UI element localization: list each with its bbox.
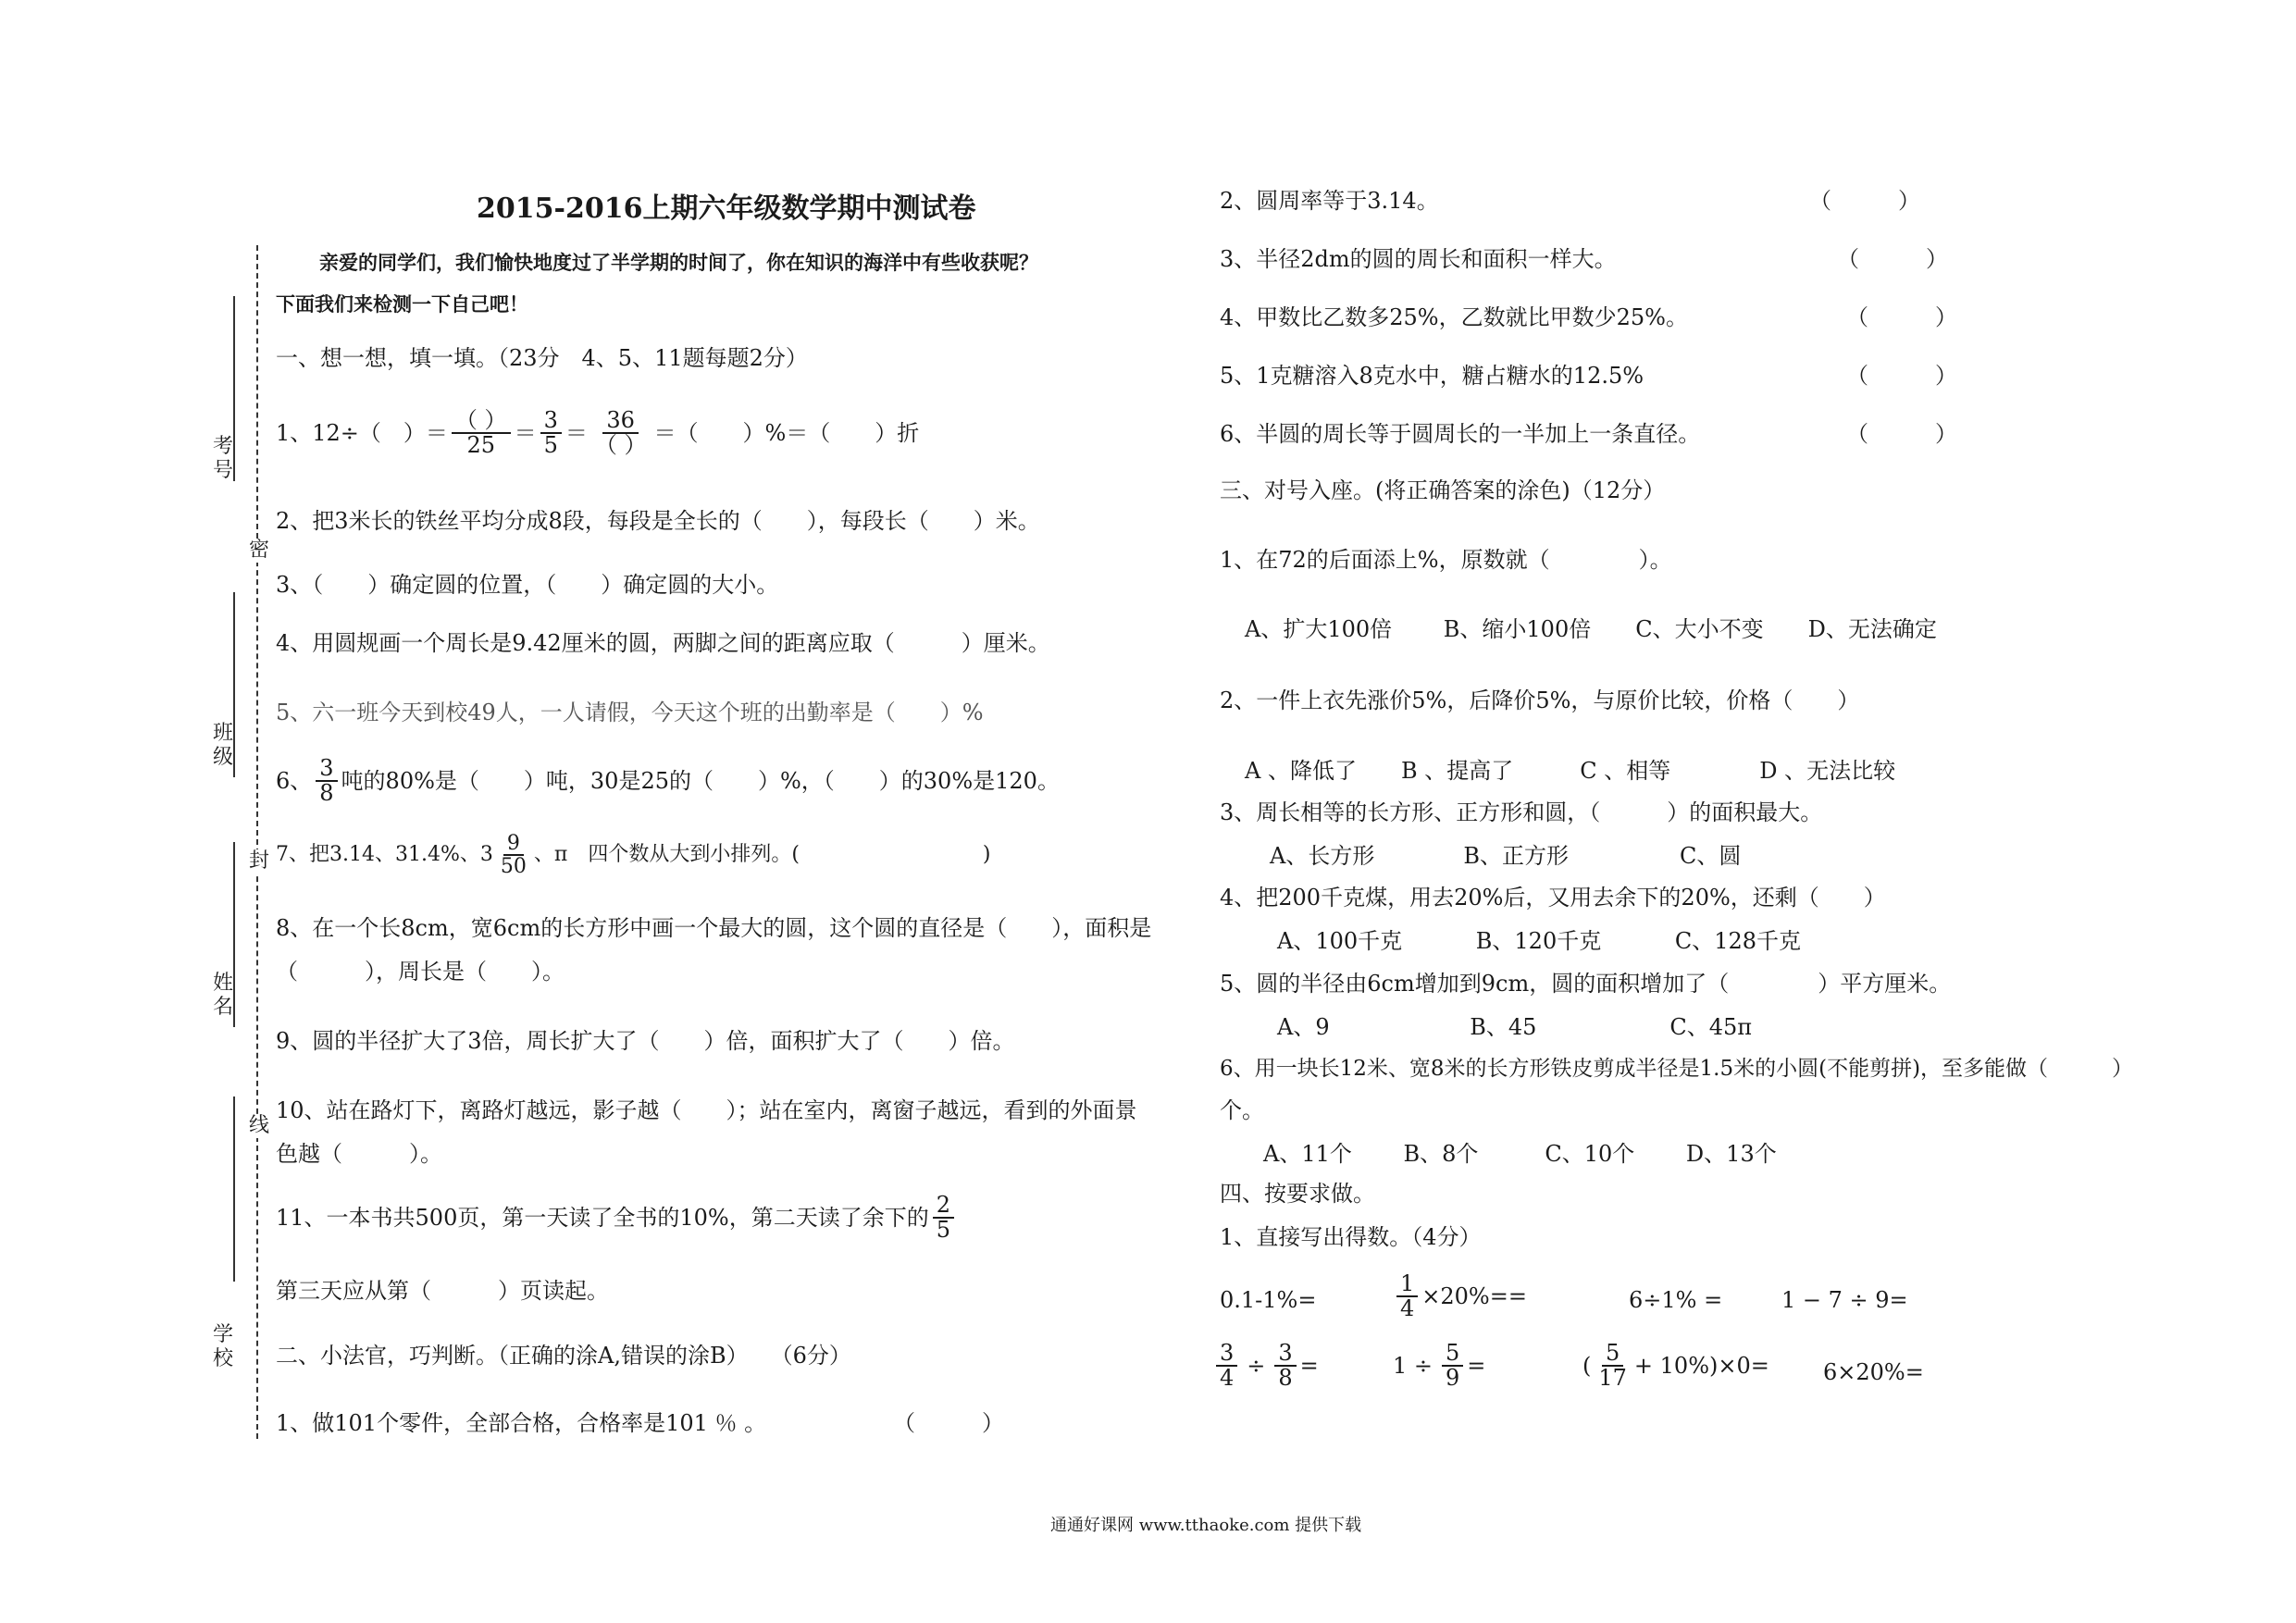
s4-r2-a-mid: ÷ bbox=[1247, 1353, 1266, 1380]
section1-header: 一、想一想，填一填。（23分 4、5、11题每题2分） bbox=[276, 345, 808, 371]
s1-q6-suffix: 吨的80%是（ ）吨，30是25的（ ）%，（ ）的30%是120。 bbox=[341, 768, 1060, 795]
s4-r2-c bbox=[1582, 1342, 1769, 1390]
s3-q2-options: A 、降低了 B 、提高了 C 、相等 D 、无法比较 bbox=[1245, 758, 1896, 784]
s1-q1-eq1: ＝ bbox=[514, 420, 537, 447]
s4-sub1: 1、直接写出得数。（4分） bbox=[1220, 1224, 1482, 1250]
s4-r2-c-fraction bbox=[1595, 1342, 1631, 1390]
s1-q7 bbox=[276, 833, 991, 877]
s4-r2-c-den: 17 bbox=[1598, 1365, 1627, 1392]
s4-r1-b-suffix: ×20%== bbox=[1421, 1283, 1527, 1310]
s1-q1-f2-den: 5 bbox=[543, 432, 558, 459]
binding-line-4 bbox=[233, 1096, 235, 1282]
s1-q7-num: 9 bbox=[503, 833, 524, 856]
s4-r1-b-den: 4 bbox=[1400, 1295, 1415, 1322]
s3-q6-line2: 个。 bbox=[1220, 1097, 1264, 1123]
s3-q5: 5、圆的半径由6cm增加到9cm，圆的面积增加了（ ）平方厘米。 bbox=[1220, 971, 1952, 997]
s1-q1-f2-num: 3 bbox=[540, 409, 562, 434]
s4-r2-c-num: 5 bbox=[1602, 1342, 1623, 1367]
s2-item-4-paren: （ ） bbox=[1846, 304, 1957, 330]
s1-q1-suffix: ＝（ ）%＝（ ）折 bbox=[653, 420, 920, 447]
s1-q6-num: 3 bbox=[316, 757, 337, 782]
s1-q1-fraction-3 bbox=[591, 409, 651, 457]
s1-q6-den: 8 bbox=[319, 780, 334, 807]
s3-q1-options: A、扩大100倍 B、缩小100倍 C、大小不变 D、无法确定 bbox=[1245, 616, 1937, 642]
s4-r2-b-fraction bbox=[1442, 1342, 1463, 1390]
s4-r2-a-eq: = bbox=[1299, 1353, 1319, 1380]
s3-q6-line1: 6、用一块长12米、宽8米的长方形铁皮剪成半径是1.5米的小圆(不能剪拼)，至多能做（ ） bbox=[1220, 1057, 2134, 1081]
s3-q4-options: A、100千克 B、120千克 C、128千克 bbox=[1277, 928, 1802, 954]
s4-r2-b-eq: = bbox=[1467, 1353, 1486, 1380]
s4-r1-c: 6÷1% = bbox=[1629, 1287, 1723, 1313]
seal-xian: 线 bbox=[245, 1114, 273, 1138]
s1-q7-den: 50 bbox=[500, 855, 527, 879]
s1-q1-f3-num: 36 bbox=[602, 409, 639, 434]
s2-item-4: 4、甲数比乙数多25%，乙数就比甲数少25%。 bbox=[1220, 304, 1688, 330]
s1-q1-prefix: 1、12÷（ ）＝ bbox=[276, 420, 448, 447]
s2-item-1-paren: （ ） bbox=[893, 1410, 1004, 1436]
s4-r2-c-open: ( bbox=[1582, 1353, 1592, 1380]
s1-q1-f1-den: 25 bbox=[466, 432, 496, 459]
s1-q9: 9、圆的半径扩大了3倍，周长扩大了（ ）倍，面积扩大了（ ）倍。 bbox=[276, 1028, 1015, 1054]
page-title: 2015-2016上期六年级数学期中测试卷 bbox=[477, 192, 976, 225]
s4-r2-b-den: 9 bbox=[1446, 1365, 1460, 1392]
s1-q2: 2、把3米长的铁丝平均分成8段，每段是全长的（ ），每段长（ ）米。 bbox=[276, 508, 1040, 534]
s3-q3: 3、周长相等的长方形、正方形和圆，（ ）的面积最大。 bbox=[1220, 799, 1823, 825]
s2-item-1: 1、做101个零件，全部合格，合格率是101 ％ 。 bbox=[276, 1410, 767, 1436]
seal-feng: 封 bbox=[245, 849, 273, 873]
s1-q1-f3-den: （ ） bbox=[594, 432, 647, 459]
s2-item-2-paren: （ ） bbox=[1809, 188, 1920, 214]
s2-item-5: 5、1克糖溶入8克水中，糖占糖水的12.5% bbox=[1220, 363, 1644, 389]
s4-r1-b bbox=[1393, 1272, 1527, 1320]
s4-r2-b-num: 5 bbox=[1442, 1342, 1463, 1367]
s4-r1-b-num: 1 bbox=[1396, 1272, 1418, 1297]
s2-item-3-paren: （ ） bbox=[1837, 246, 1948, 272]
s1-q11-num: 2 bbox=[933, 1194, 954, 1219]
s4-r2-a-den1: 4 bbox=[1220, 1365, 1235, 1392]
s1-q10-line1: 10、站在路灯下，离路灯越远，影子越（ ）；站在室内，离窗子越远，看到的外面景 bbox=[276, 1097, 1137, 1123]
section2-header: 二、小法官，巧判断。（正确的涂A,错误的涂B） （6分） bbox=[276, 1343, 851, 1369]
s1-q8-line2: （ ），周长是（ ）。 bbox=[276, 959, 565, 985]
seal-mi: 密 bbox=[245, 539, 273, 563]
s4-r2-b-prefix: 1 ÷ bbox=[1393, 1353, 1433, 1380]
s4-r2-a-fraction-2 bbox=[1274, 1342, 1296, 1390]
s1-q7-suffix: 、π 四个数从大到小排列。( ) bbox=[533, 843, 991, 867]
s1-q5: 5、六一班今天到校49人，一人请假，今天这个班的出勤率是（ ）% bbox=[276, 700, 984, 725]
s3-q3-options: A、长方形 B、正方形 C、圆 bbox=[1270, 843, 1742, 869]
s1-q1 bbox=[276, 409, 919, 457]
intro-line-2: 下面我们来检测一下自己吧！ bbox=[276, 292, 528, 316]
s1-q6-fraction bbox=[316, 757, 337, 805]
s4-r2-a-den2: 8 bbox=[1278, 1365, 1293, 1392]
s1-q11-line2: 第三天应从第（ ）页读起。 bbox=[276, 1278, 609, 1304]
s4-r2-a-fraction-1 bbox=[1216, 1342, 1237, 1390]
s1-q7-prefix: 7、把3.14、31.4%、3 bbox=[276, 843, 493, 867]
s3-q5-options: A、9 B、45 C、45π bbox=[1277, 1014, 1753, 1040]
s4-r1-d: 1 − 7 ÷ 9= bbox=[1781, 1287, 1908, 1313]
s1-q3: 3、（ ）确定圆的位置，（ ）确定圆的大小。 bbox=[276, 572, 779, 598]
s4-r2-a-num1: 3 bbox=[1216, 1342, 1237, 1367]
page-footer: 通通好课网 www.tthaoke.com 提供下载 bbox=[1050, 1516, 1362, 1535]
s4-r2-d: 6×20%= bbox=[1823, 1359, 1924, 1385]
s1-q7-fraction bbox=[497, 833, 530, 877]
s1-q8-line1: 8、在一个长8cm，宽6cm的长方形中画一个最大的圆，这个圆的直径是（ ），面积是 bbox=[276, 915, 1152, 941]
s4-r1-a: 0.1-1%= bbox=[1220, 1287, 1317, 1313]
s4-r2-c-suffix: + 10%)×0= bbox=[1633, 1353, 1769, 1380]
section4-header: 四、按要求做。 bbox=[1220, 1181, 1375, 1207]
s2-item-6-paren: （ ） bbox=[1846, 421, 1957, 447]
s3-q6-options: A、11个 B、8个 C、10个 D、13个 bbox=[1263, 1141, 1777, 1167]
s3-q2: 2、一件上衣先涨价5%，后降价5%，与原价比较，价格（ ） bbox=[1220, 688, 1860, 713]
s1-q1-fraction-2 bbox=[540, 409, 562, 457]
seal-dashed-line bbox=[256, 245, 258, 1439]
s4-r2-a bbox=[1212, 1342, 1319, 1390]
label-name: 姓名 bbox=[212, 972, 233, 1019]
s1-q10-line2: 色越（ ）。 bbox=[276, 1141, 442, 1167]
s2-item-2: 2、圆周率等于3.14。 bbox=[1220, 188, 1439, 214]
s2-item-3: 3、半径2dm的圆的周长和面积一样大。 bbox=[1220, 246, 1617, 272]
label-exam-no: 考号 bbox=[212, 435, 233, 482]
section3-header: 三、对号入座。(将正确答案的涂色)（12分） bbox=[1220, 477, 1666, 503]
s2-item-6: 6、半圆的周长等于圆周长的一半加上一条直径。 bbox=[1220, 421, 1701, 447]
s4-r1-b-fraction bbox=[1396, 1272, 1418, 1320]
label-class: 班级 bbox=[212, 722, 233, 769]
s1-q11 bbox=[276, 1194, 958, 1242]
s2-item-5-paren: （ ） bbox=[1846, 363, 1957, 389]
s1-q6-prefix: 6、 bbox=[276, 768, 313, 795]
s1-q1-fraction-1 bbox=[452, 409, 511, 457]
s1-q11-prefix: 11、一本书共500页，第一天读了全书的10%，第二天读了余下的 bbox=[276, 1205, 929, 1232]
s1-q1-eq2: ＝ bbox=[565, 420, 588, 447]
s1-q11-fraction bbox=[933, 1194, 954, 1242]
s3-q1: 1、在72的后面添上%，原数就（ ）。 bbox=[1220, 547, 1672, 573]
s1-q6 bbox=[276, 757, 1060, 805]
s4-r2-a-num2: 3 bbox=[1274, 1342, 1296, 1367]
intro-line-1: 亲爱的同学们，我们愉快地度过了半学期的时间了，你在知识的海洋中有些收获呢？ bbox=[319, 251, 1038, 274]
label-school: 学校 bbox=[212, 1323, 233, 1370]
s1-q4: 4、用圆规画一个周长是9.42厘米的圆，两脚之间的距离应取（ ）厘米。 bbox=[276, 630, 1050, 656]
s1-q1-f1-num: （ ） bbox=[452, 409, 511, 434]
s4-r2-b bbox=[1393, 1342, 1485, 1390]
s3-q4: 4、把200千克煤，用去20%后，又用去余下的20%，还剩（ ） bbox=[1220, 885, 1886, 911]
s1-q11-den: 5 bbox=[936, 1217, 950, 1244]
